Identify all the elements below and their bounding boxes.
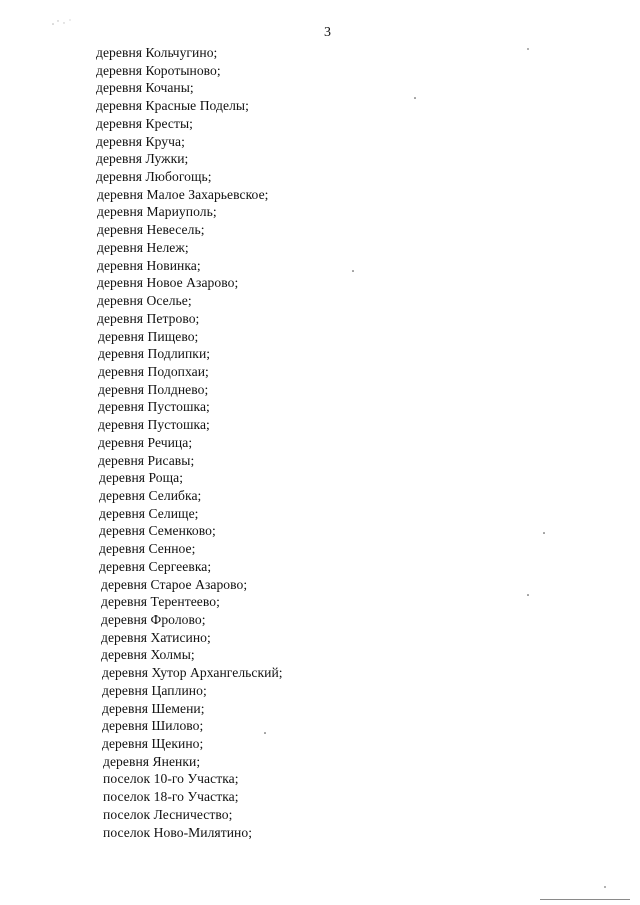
scan-speck [527,48,529,50]
list-item: деревня Новинка; [97,257,201,273]
list-item: деревня Петрово; [97,310,200,326]
list-item: деревня Подлипки; [98,346,211,362]
list-item: деревня Цаплино; [102,682,207,698]
list-item: деревня Речица; [98,434,193,450]
list-item: деревня Кочаны; [96,80,194,96]
scan-speck [352,270,354,272]
list-item: деревня Хатисино; [101,629,211,645]
list-item: деревня Нележ; [97,239,189,255]
list-item: деревня Хутор Архангельский; [102,665,283,681]
settlement-list [96,44,283,841]
scan-speck [414,97,416,99]
list-item: деревня Красные Поделы; [96,98,249,114]
list-item: деревня Лужки; [96,151,189,167]
list-item: деревня Сергеевка; [99,558,212,574]
list-item: деревня Коротыново; [96,62,221,78]
list-item: деревня Щекино; [102,736,204,752]
list-item: деревня Кольчугино; [96,45,218,60]
list-item: деревня Мариуполь; [97,204,217,220]
list-item: деревня Сенное; [99,541,196,557]
list-item: деревня Полднево; [98,381,209,397]
list-item: деревня Оселье; [97,293,192,309]
list-item: деревня Невесель; [97,222,205,238]
list-item: деревня Круча; [96,133,185,149]
list-item: деревня Терентеево; [101,594,220,610]
list-item: деревня Селибка; [99,487,202,503]
scan-speck [264,732,266,734]
list-item: деревня Шемени; [102,700,205,716]
list-item: поселок 10-го Участка; [103,771,239,787]
list-item: деревня Фролово; [101,612,206,627]
page-number: 3 [324,25,331,40]
list-item: деревня Новое Азарово; [97,275,239,291]
list-item: поселок Лесничество; [103,806,233,822]
list-item: поселок 18-го Участка; [103,789,239,805]
list-item: деревня Селище; [99,505,199,521]
list-item: деревня Семенково; [99,523,216,539]
list-item: деревня Старое Азарово; [101,576,248,592]
scan-speck [604,886,606,888]
list-item: деревня Яненки; [103,753,201,769]
list-item: деревня Шилово; [102,718,204,734]
list-item: деревня Подопхаи; [98,363,209,379]
list-item: деревня Кресты; [96,115,193,131]
scan-edge-line [540,899,630,900]
list-item: поселок Ново-Милятино; [103,824,253,840]
list-item: деревня Холмы; [101,647,195,663]
scan-speck [543,532,545,534]
list-item: деревня Пищево; [98,328,199,344]
scan-speck [527,594,529,596]
list-item: деревня Малое Захарьевское; [97,186,269,202]
list-item: деревня Пустошка; [98,399,210,415]
list-item: деревня Роща; [99,470,184,486]
list-item: деревня Пустошка; [98,417,210,433]
scan-artifact [50,18,76,28]
list-item: деревня Любогощь; [96,169,212,185]
list-item: деревня Рисавы; [98,452,195,468]
